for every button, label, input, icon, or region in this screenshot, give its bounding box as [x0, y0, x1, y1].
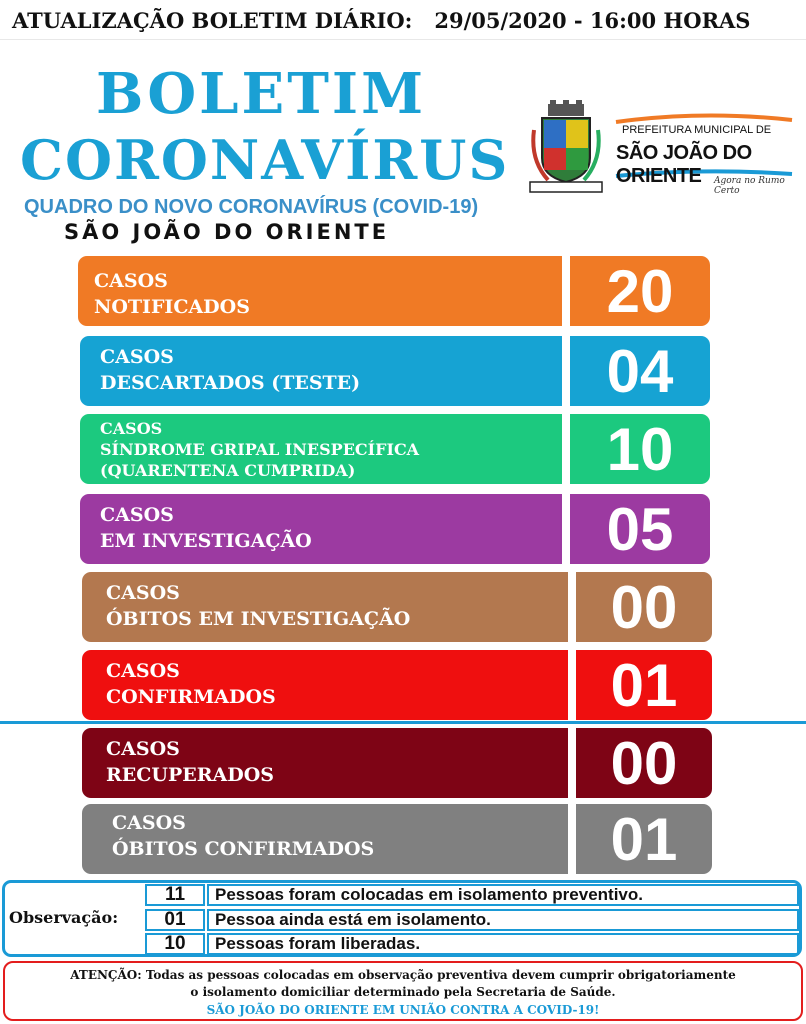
- logo-slogan: Agora no Rumo Certo: [714, 176, 785, 196]
- case-label: [80, 336, 562, 406]
- title-boletim: BOLETIM: [96, 61, 427, 127]
- observation-label: Observação:: [9, 908, 119, 927]
- case-label-line2: CONFIRMADOS: [106, 686, 276, 708]
- case-label-line1: CASOS: [100, 504, 174, 526]
- attention-notice: [3, 961, 803, 1021]
- case-value: 04: [570, 336, 710, 406]
- observation-text: Pessoas foram colocadas em isolamento preventivo.: [207, 884, 799, 906]
- case-label-line1: CASOS: [106, 738, 180, 760]
- case-label-line1: CASOS: [100, 419, 163, 438]
- city-heading: SÃO JOÃO DO ORIENTE: [64, 220, 390, 244]
- case-value: 00: [576, 728, 712, 798]
- logo-prefeitura-text: PREFEITURA MUNICIPAL DE: [622, 124, 772, 136]
- case-value: 01: [576, 804, 712, 874]
- case-label: [82, 804, 568, 874]
- observation-box: [2, 880, 802, 957]
- case-row-notificados: [78, 256, 710, 326]
- logo-city-name: SÃO JOÃO DO ORIENTE: [616, 142, 752, 187]
- attention-slogan: SÃO JOÃO DO ORIENTE EM UNIÃO CONTRA A COVID-19!: [206, 1003, 600, 1017]
- case-label-line1: CASOS: [94, 270, 168, 292]
- case-label-line3: (QUARENTENA CUMPRIDA): [100, 461, 356, 480]
- case-label-line1: CASOS: [112, 812, 186, 834]
- case-label-line2: DESCARTADOS (TESTE): [100, 372, 361, 394]
- case-label-line2: SÍNDROME GRIPAL INESPECÍFICA: [100, 440, 420, 459]
- case-label-line1: CASOS: [106, 660, 180, 682]
- case-value: 20: [570, 256, 710, 326]
- case-label: [80, 494, 562, 564]
- update-text: ATUALIZAÇÃO BOLETIM DIÁRIO: 29/05/2020 - 16:00 HORAS: [12, 8, 751, 33]
- case-row-confirmados: [82, 650, 712, 720]
- attention-line2: o isolamento domiciliar determinado pela Secretaria de Saúde.: [190, 985, 616, 999]
- case-label: [82, 572, 568, 642]
- case-row-recuperados: [82, 728, 712, 798]
- case-label-line2: RECUPERADOS: [106, 764, 275, 786]
- case-label: [82, 650, 568, 720]
- municipality-logo: [528, 100, 798, 200]
- observation-text: Pessoa ainda está em isolamento.: [207, 909, 799, 931]
- case-label-line2: ÓBITOS EM INVESTIGAÇÃO: [106, 608, 411, 630]
- case-label-line1: CASOS: [106, 582, 180, 604]
- case-label-line2: ÓBITOS CONFIRMADOS: [112, 838, 375, 860]
- section-divider: [0, 721, 806, 724]
- case-row-obitos-investigacao: [82, 572, 712, 642]
- case-row-investigacao: [80, 494, 710, 564]
- update-bar: [0, 0, 806, 40]
- observation-count: 01: [145, 909, 205, 931]
- observation-text: Pessoas foram liberadas.: [207, 933, 799, 955]
- case-value: 00: [576, 572, 712, 642]
- case-row-obitos-confirmados: [82, 804, 712, 874]
- coat-of-arms-icon: [528, 100, 604, 198]
- observation-count: 10: [145, 933, 205, 955]
- case-label-line2: EM INVESTIGAÇÃO: [100, 530, 312, 552]
- case-label: [80, 414, 562, 484]
- attention-line1: ATENÇÃO: Todas as pessoas colocadas em observação preventiva devem cumprir obrigatoriamente: [70, 968, 736, 982]
- case-row-descartados: [80, 336, 710, 406]
- case-label: [78, 256, 562, 326]
- observation-count: 11: [145, 884, 205, 906]
- case-label-line2: NOTIFICADOS: [94, 296, 250, 318]
- case-label: [82, 728, 568, 798]
- case-value: 05: [570, 494, 710, 564]
- case-value: 01: [576, 650, 712, 720]
- title-coronavirus: CORONAVÍRUS: [20, 128, 510, 192]
- case-label-line1: CASOS: [100, 346, 174, 368]
- subtitle: QUADRO DO NOVO CORONAVÍRUS (COVID-19): [24, 196, 479, 218]
- case-row-sindrome-gripal: [80, 414, 710, 484]
- case-value: 10: [570, 414, 710, 484]
